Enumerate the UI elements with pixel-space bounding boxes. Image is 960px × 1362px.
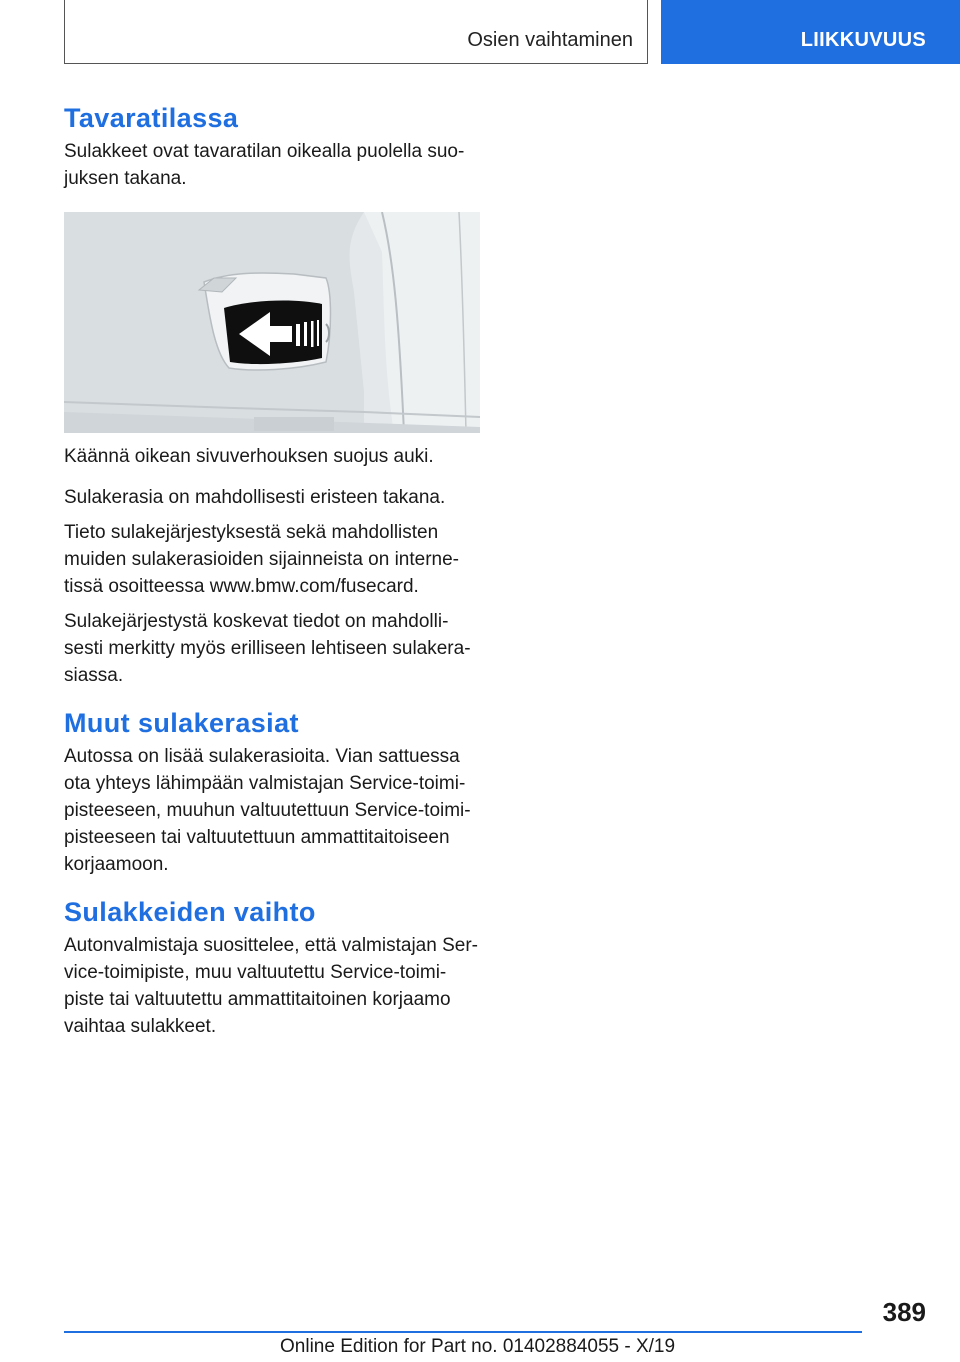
paragraph: Tieto sulakejärjestyksestä sekä mahdollisten muiden sulakerasioiden sijainneista on interne- tissä osoitteessa www.bmw.com/fusecard. [64, 522, 460, 597]
footer-divider [64, 1331, 862, 1333]
page-number: 389 [882, 1297, 926, 1327]
header-frame [64, 0, 648, 64]
trunk-fuse-cover-illustration [64, 212, 480, 433]
section-title: Osien vaihtaminen [467, 29, 633, 51]
paragraph: Autonvalmistaja suosittelee, että valmistajan Ser- vice-toimipiste, muu valtuutettu Service-toimi- piste tai valtuutettu ammattitaitoinen korjaamo vaihtaa sulakkeet. [64, 935, 478, 1037]
paragraph: Autossa on lisää sulakerasioita. Vian sattuessa ota yhteys lähimpään valmistajan Service-toimi- pisteeseen, muuhun valtuutettuun Service-toimi- pisteeseen tai valtuutettuun ammattitaitoiseen korjaamoon. [64, 746, 471, 875]
heading-muut-sulakerasiat: Muut sulakerasiat [64, 708, 299, 738]
section-sulakkeiden-vaihto [64, 892, 480, 1040]
paragraph: Sulakejärjestystä koskevat tiedot on mahdolli- sesti merkitty myös erilliseen lehtiseen sulakera- siassa. [64, 611, 471, 686]
heading-sulakkeiden-vaihto: Sulakkeiden vaihto [64, 897, 316, 927]
paragraph: Sulakkeet ovat tavaratilan oikealla puolella suo- juksen takana. [64, 141, 465, 189]
section-tavaratilassa [64, 98, 480, 689]
chapter-tab [661, 0, 960, 64]
paragraph: Sulakerasia on mahdollisesti eristeen takana. [64, 487, 446, 508]
page-content [64, 98, 480, 1054]
paragraph: Käännä oikean sivuverhouksen suojus auki. [64, 446, 434, 467]
chapter-tab-label: LIIKKUVUUS [800, 29, 926, 51]
section-muut-sulakerasiat [64, 703, 480, 878]
edition-footer: Online Edition for Part no. 01402884055 - X/19 [280, 1336, 676, 1357]
heading-tavaratilassa: Tavaratilassa [64, 103, 239, 133]
